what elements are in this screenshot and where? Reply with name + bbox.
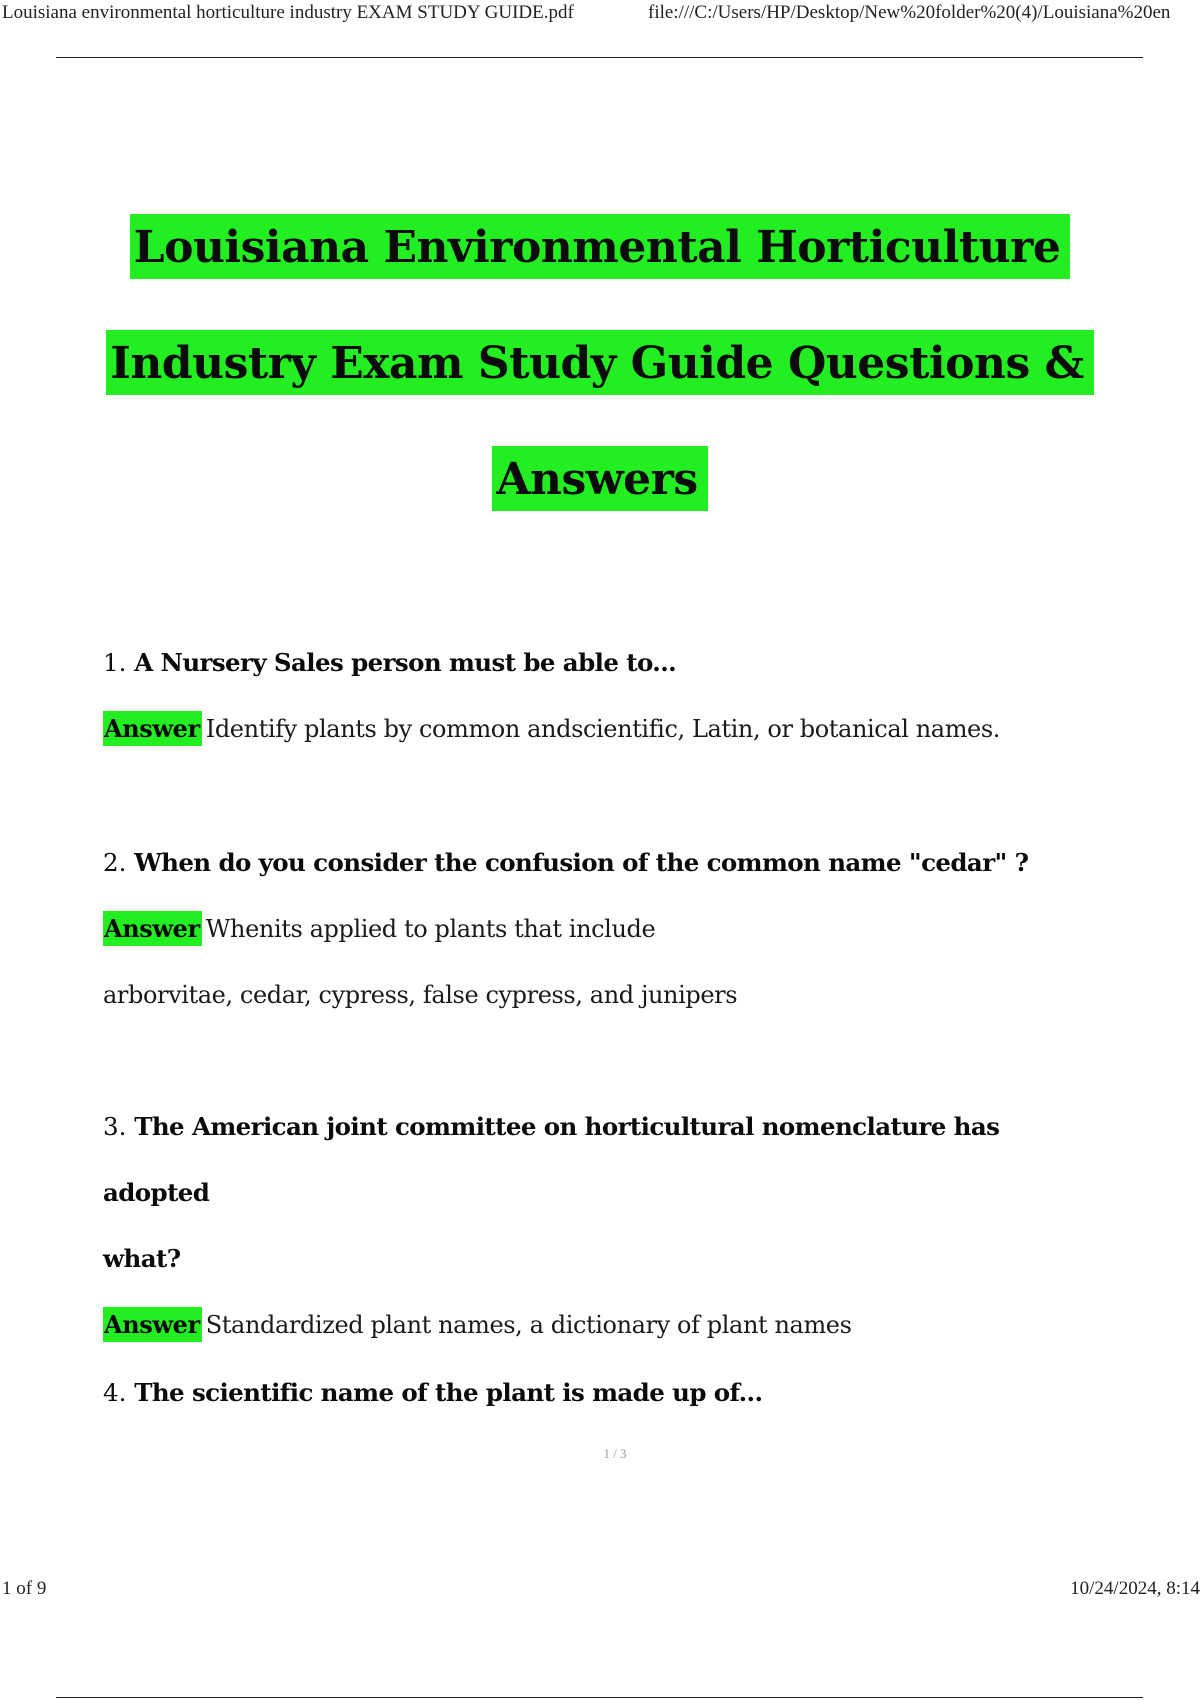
answer-1: [103, 696, 1113, 762]
question-2: [103, 830, 1113, 896]
answer-label: Answer: [103, 1307, 202, 1342]
top-divider: [56, 57, 1143, 58]
question-text: The American joint committee on horticultural nomenclature has adopted: [103, 1112, 1000, 1207]
question-item-1: [103, 630, 1113, 762]
title-line-1: Louisiana Environmental Horticulture: [130, 214, 1071, 279]
question-text: When do you consider the confusion of the common name "cedar" ?: [134, 848, 1029, 877]
document-file-path: file:///C:/Users/HP/Desktop/New%20folder%20(4)/Louisiana%20en: [648, 2, 1171, 23]
question-number: 2.: [103, 848, 127, 877]
answer-2: [103, 896, 1113, 962]
question-item-2: [103, 830, 1113, 1028]
question-3: [103, 1094, 1113, 1226]
answer-text: Identify plants by common andscientific, Latin, or botanical names.: [205, 715, 1001, 743]
answer-label: Answer: [103, 711, 202, 746]
question-3-continued: [103, 1226, 1113, 1292]
print-timestamp: 10/24/2024, 8:14: [1070, 1578, 1200, 1599]
question-text: what?: [103, 1244, 181, 1273]
title-line-2: Industry Exam Study Guide Questions &: [106, 330, 1094, 395]
answer-text: Standardized plant names, a dictionary of plant names: [205, 1311, 852, 1339]
question-number: 1.: [103, 648, 127, 677]
page-indicator: 1 / 3: [603, 1446, 627, 1461]
question-number: 4.: [103, 1378, 127, 1407]
answer-2-continued: [103, 962, 1113, 1028]
print-header: [0, 0, 1200, 28]
title-line-3: Answers: [492, 446, 707, 511]
question-item-4: [103, 1360, 1113, 1426]
page-title: [0, 190, 1200, 538]
question-number: 3.: [103, 1112, 127, 1141]
question-item-3: [103, 1094, 1113, 1358]
answer-text: Whenits applied to plants that include: [205, 915, 656, 943]
answer-3: [103, 1292, 1113, 1358]
answer-text: arborvitae, cedar, cypress, false cypress, and junipers: [103, 981, 738, 1009]
question-4: [103, 1360, 1113, 1426]
answer-label: Answer: [103, 911, 202, 946]
document-filename: Louisiana environmental horticulture industry EXAM STUDY GUIDE.pdf: [2, 2, 574, 23]
question-1: [103, 630, 1113, 696]
page-count: 1 of 9: [2, 1578, 47, 1599]
bottom-divider: [56, 1697, 1143, 1698]
question-text: A Nursery Sales person must be able to...: [134, 648, 677, 677]
question-text: The scientific name of the plant is made up of...: [134, 1378, 763, 1407]
